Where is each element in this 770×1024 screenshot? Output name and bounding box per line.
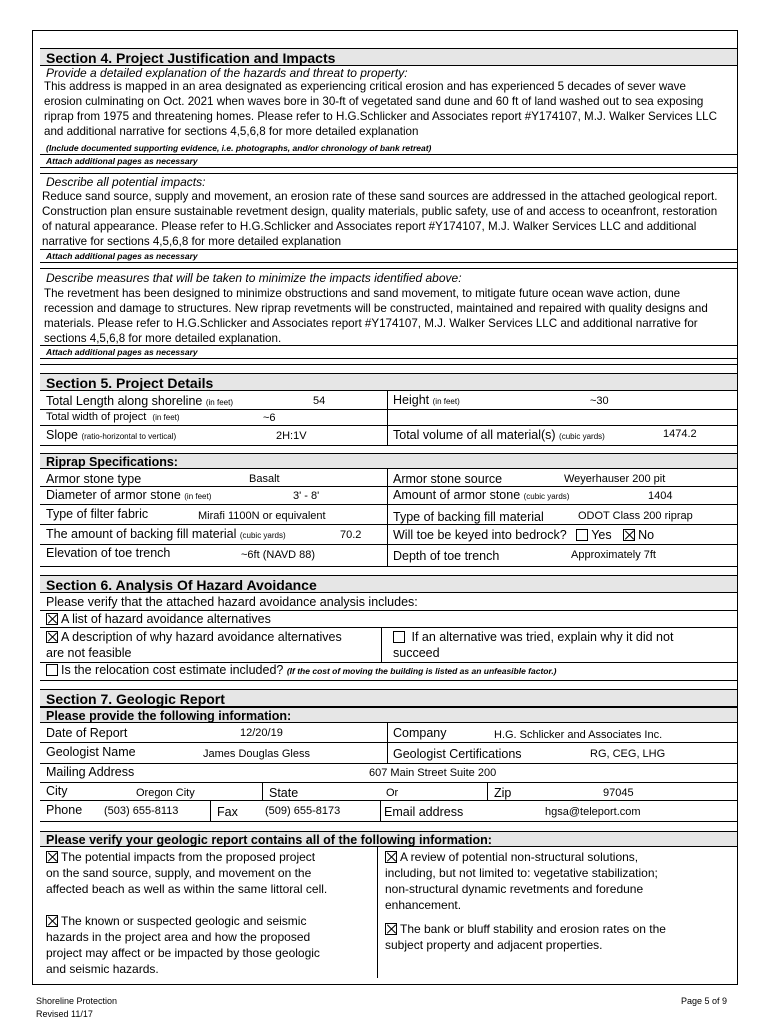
divider xyxy=(40,524,737,525)
section4-title: Section 4. Project Justification and Impacts xyxy=(40,48,737,66)
slope-value[interactable]: 2H:1V xyxy=(276,430,307,442)
verify-item-1: The potential impacts from the proposed project on the sand source, supply, and movement on the affected beach as well as within the same littoral cell. xyxy=(46,850,328,896)
divider xyxy=(40,154,737,155)
relocation-cost-checkbox[interactable] xyxy=(46,664,58,676)
armor-source-label: Armor stone source xyxy=(393,472,503,486)
filter-value[interactable]: Mirafi 1100N or equivalent xyxy=(198,510,326,522)
hazard-item-1: A list of hazard avoidance alternatives xyxy=(46,612,271,626)
armor-amount-label: Amount of armor stone (cubic yards) xyxy=(393,488,570,502)
impacts-text[interactable]: Reduce sand source, supply and movement, an erosion rate of these sand sources are addressed in the attached geological report. Construction plan ensure sustainable revetment design, quality materials, public safety, use of and access to oceanfront, restoration of natural appearance. Please refer to H.G.Schlicker and Associates report #Y174107, M.J. Walker Services LLC and additional narrative for sections 4,5,6,8 for more detailed explanation xyxy=(42,190,718,248)
phone-label: Phone xyxy=(46,803,83,817)
non-structural-checkbox[interactable] xyxy=(385,851,397,863)
height-value[interactable]: ~30 xyxy=(590,395,609,407)
impacts-checkbox[interactable] xyxy=(46,851,58,863)
column-divider xyxy=(487,782,488,800)
hazard-item-2: A description of why hazard avoidance alternatives xyxy=(46,630,342,644)
email-value[interactable]: hgsa@teleport.com xyxy=(545,806,641,818)
verify-item-2: The known or suspected geologic and seismic hazards in the project area and how the proposed project may affect or be impacted by those geologic and seismic hazards. xyxy=(46,914,320,976)
alternative-tried-checkbox[interactable] xyxy=(393,631,405,643)
alternatives-list-checkbox[interactable] xyxy=(46,613,58,625)
height-label: Height (in feet) xyxy=(393,393,460,407)
divider xyxy=(40,566,737,567)
backing-type-label: Type of backing fill material xyxy=(393,510,544,524)
city-label: City xyxy=(46,784,68,798)
mailing-label: Mailing Address xyxy=(46,765,135,779)
city-value[interactable]: Oregon City xyxy=(136,787,195,799)
date-value[interactable]: 12/20/19 xyxy=(240,727,283,739)
state-value[interactable]: Or xyxy=(386,787,399,799)
zip-label: Zip xyxy=(494,786,512,800)
verify-item-3: A review of potential non-structural solutions, including, but not limited to: vegetative stabilization; non-structural dynamic revetments and foredune enhancement. xyxy=(385,850,658,912)
volume-label: Total volume of all material(s) (cubic yards) xyxy=(393,428,605,442)
verify-item-4: The bank or bluff stability and erosion rates on the subject property and adjacent properties. xyxy=(385,922,666,952)
footer-form-name: Shoreline Protection xyxy=(36,996,118,1006)
company-label: Company xyxy=(393,726,447,740)
bedrock-question: Will toe be keyed into bedrock? Yes No xyxy=(393,528,655,542)
bluff-stability-checkbox[interactable] xyxy=(385,923,397,935)
geologist-label: Geologist Name xyxy=(46,745,136,759)
verify-report-title: Please verify your geologic report contains all of the following information: xyxy=(40,831,737,847)
attach-note: Attach additional pages as necessary xyxy=(46,347,198,357)
divider xyxy=(40,627,737,628)
column-divider xyxy=(210,800,211,821)
bedrock-yes-checkbox[interactable] xyxy=(576,529,588,541)
backing-amount-label: The amount of backing fill material (cubic yards) xyxy=(46,527,286,541)
attach-note: Attach additional pages as necessary xyxy=(46,251,198,261)
column-divider xyxy=(387,469,388,567)
company-value[interactable]: H.G. Schlicker and Associates Inc. xyxy=(494,729,663,741)
divider xyxy=(40,364,737,365)
toe-elev-value[interactable]: ~6ft (NAVD 88) xyxy=(241,549,316,561)
divider xyxy=(40,763,737,764)
divider xyxy=(40,173,737,174)
column-divider xyxy=(381,627,382,662)
hazard-item-3: If an alternative was tried, explain why it did not xyxy=(393,630,673,644)
measures-text[interactable]: The revetment has been designed to minimize obstructions and sand movement, to mitigate future ocean wave action, dune recession and damage to structures. New riprap revetments will be constructed, maintained and repaired with quality designs and materials. Please refer to H.G.Schlicker and Associates report #Y174107, M.J. Walker Services LLC and additional narrative for sections 4,5,6,8 for more detailed explanation. xyxy=(44,287,708,345)
total-width-value[interactable]: ~6 xyxy=(263,412,276,424)
divider xyxy=(40,262,737,263)
hazard-verify-text: Please verify that the attached hazard avoidance analysis includes: xyxy=(46,595,418,609)
footer-revision: Revised 11/17 xyxy=(36,1009,93,1019)
hazard-item-3-cont: succeed xyxy=(393,646,440,660)
armor-type-label: Armor stone type xyxy=(46,472,142,486)
armor-amount-value[interactable]: 1404 xyxy=(648,490,673,502)
bedrock-no-checkbox[interactable] xyxy=(623,529,635,541)
attach-note: Attach additional pages as necessary xyxy=(46,156,198,166)
total-width-label: Total width of project (in feet) xyxy=(46,411,180,423)
divider xyxy=(40,268,737,269)
hazard-item-4: Is the relocation cost estimate included? (If the cost of moving the building is listed as an unfeasible factor.) xyxy=(46,663,557,677)
slope-label: Slope (ratio-horizontal to vertical) xyxy=(46,428,177,442)
toe-depth-value[interactable]: Approximately 7ft xyxy=(571,549,656,561)
phone-value[interactable]: (503) 655-8113 xyxy=(104,805,179,817)
riprap-title: Riprap Specifications: xyxy=(40,453,737,469)
toe-depth-label: Depth of toe trench xyxy=(393,549,500,563)
total-length-label: Total Length along shoreline (in feet) xyxy=(46,394,233,408)
page-number: Page 5 of 9 xyxy=(681,996,728,1006)
divider xyxy=(40,610,737,611)
divider xyxy=(40,680,737,681)
divider xyxy=(40,504,737,505)
divider xyxy=(40,249,737,250)
column-divider xyxy=(377,847,378,978)
impacts-prompt: Describe all potential impacts: xyxy=(46,175,206,189)
provide-info-title: Please provide the following information: xyxy=(40,707,737,723)
total-length-value[interactable]: 54 xyxy=(313,395,326,407)
divider xyxy=(40,486,737,487)
geologist-value[interactable]: James Douglas Gless xyxy=(203,748,310,760)
cert-label: Geologist Certifications xyxy=(393,747,522,761)
no-label: No xyxy=(638,528,655,542)
section7-title: Section 7. Geologic Report xyxy=(40,689,737,707)
backing-amount-value[interactable]: 70.2 xyxy=(340,529,362,541)
state-label: State xyxy=(269,786,299,800)
divider xyxy=(40,821,737,822)
fax-value[interactable]: (509) 655-8173 xyxy=(265,805,341,817)
column-divider xyxy=(380,800,381,821)
divider xyxy=(40,167,737,168)
divider xyxy=(40,345,737,346)
divider xyxy=(40,425,737,426)
hazards-text[interactable]: This address is mapped in an area designated as experiencing critical erosion and has experienced 5 decades of sever wave erosion culminating on Oct. 2021 when waves bore in 30-ft of vegetated sand dune and 60 ft of land washed out to sea exposing riprap from 1975 and threatening homes. Please refer to H.G.Schlicker and Associates report #Y174107, M.J. Walker Services LLC and additional narrative for sections 4,5,6,8 for more detailed explanation xyxy=(44,80,717,138)
hazard-item-2-cont: are not feasible xyxy=(46,646,132,660)
hazards-prompt: Provide a detailed explanation of the hazards and threat to property: xyxy=(46,66,408,80)
divider xyxy=(40,782,737,783)
filter-label: Type of filter fabric xyxy=(46,507,149,521)
infeasible-description-checkbox[interactable] xyxy=(46,631,58,643)
section6-title: Section 6. Analysis Of Hazard Avoidance xyxy=(40,575,737,593)
include-note: (Include documented supporting evidence, i.e. photographs, and/or chronology of bank retreat) xyxy=(46,143,432,153)
divider xyxy=(40,544,737,545)
divider xyxy=(40,742,737,743)
diameter-value[interactable]: 3' - 8' xyxy=(293,490,320,502)
column-divider xyxy=(387,391,388,445)
zip-value[interactable]: 97045 xyxy=(603,787,634,799)
email-label: Email address xyxy=(384,805,464,819)
yes-label: Yes xyxy=(591,528,612,542)
hazards-checkbox[interactable] xyxy=(46,915,58,927)
volume-value[interactable]: 1474.2 xyxy=(663,428,697,440)
column-divider xyxy=(262,782,263,800)
armor-source-value[interactable]: Weyerhauser 200 pit xyxy=(564,473,666,485)
divider xyxy=(40,800,737,801)
column-divider xyxy=(387,723,388,763)
date-label: Date of Report xyxy=(46,726,128,740)
measures-prompt: Describe measures that will be taken to minimize the impacts identified above: xyxy=(46,271,462,285)
diameter-label: Diameter of armor stone (in feet) xyxy=(46,488,212,502)
divider xyxy=(40,445,737,446)
armor-type-value[interactable]: Basalt xyxy=(249,473,280,485)
cert-value[interactable]: RG, CEG, LHG xyxy=(590,748,666,760)
divider xyxy=(40,358,737,359)
divider xyxy=(40,409,737,410)
toe-elev-label: Elevation of toe trench xyxy=(46,546,171,560)
fax-label: Fax xyxy=(217,805,238,819)
backing-type-value[interactable]: ODOT Class 200 riprap xyxy=(578,510,693,522)
section5-title: Section 5. Project Details xyxy=(40,373,737,391)
mailing-value[interactable]: 607 Main Street Suite 200 xyxy=(369,767,497,779)
